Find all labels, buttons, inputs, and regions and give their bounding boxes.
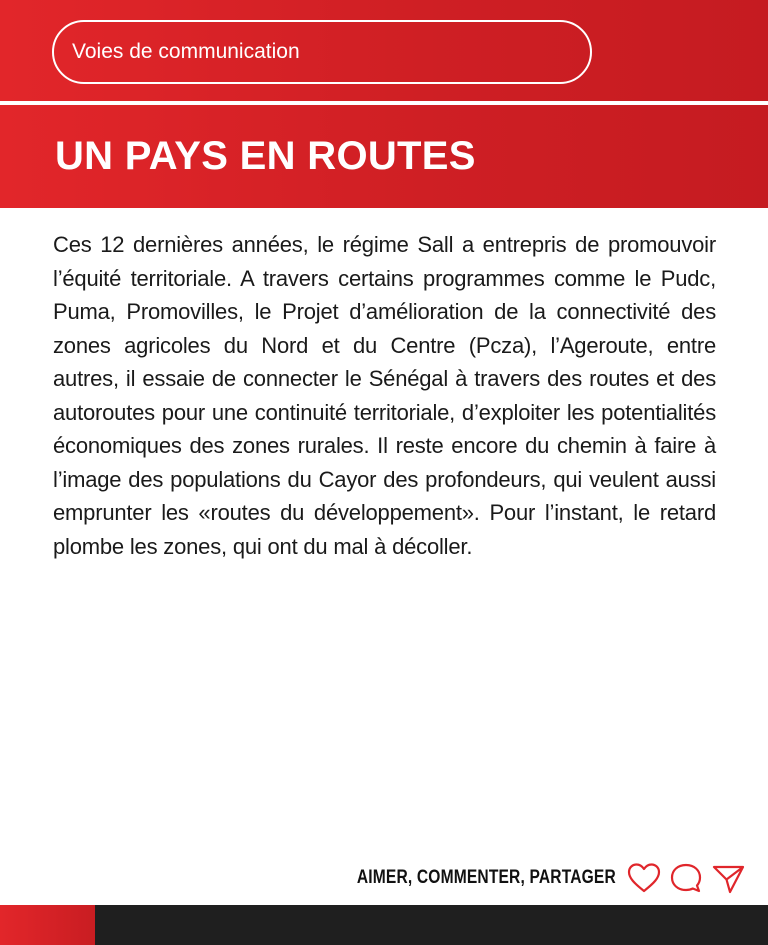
- social-cta-label: AIMER, COMMENTER, PARTAGER: [356, 867, 616, 888]
- social-actions: [300, 858, 746, 898]
- share-icon[interactable]: [710, 861, 746, 895]
- article-body: Ces 12 dernières années, le régime Sall a entrepris de promouvoir l’équité territoriale. A travers certains programmes comme le Pudc, Puma, Promovilles, le Projet d’amélioration de la connectivité des zones agricoles du Nord et du Centre (Pcza), l’Ageroute, entre autres, il essaie de connecter le Sénégal à travers des routes et des autoroutes pour une continuité territoriale, d’exploiter les potentialités économiques des zones rurales. Il reste encore du chemin à faire à l’image des populations du Cayor des profondeurs, qui veulent aussi emprunter les «routes du développement». Pour l’instant, le retard plombe les zones, qui ont du mal à décoller.: [53, 232, 716, 559]
- heart-icon[interactable]: [626, 861, 662, 895]
- header-banner: [0, 0, 768, 208]
- comment-icon[interactable]: [668, 861, 704, 895]
- footer-accent: [0, 905, 95, 945]
- footer-bar: [0, 905, 768, 945]
- category-pill: Voies de communication: [52, 20, 592, 84]
- header-divider: [0, 101, 768, 105]
- page-title: UN PAYS EN ROUTES: [55, 134, 476, 178]
